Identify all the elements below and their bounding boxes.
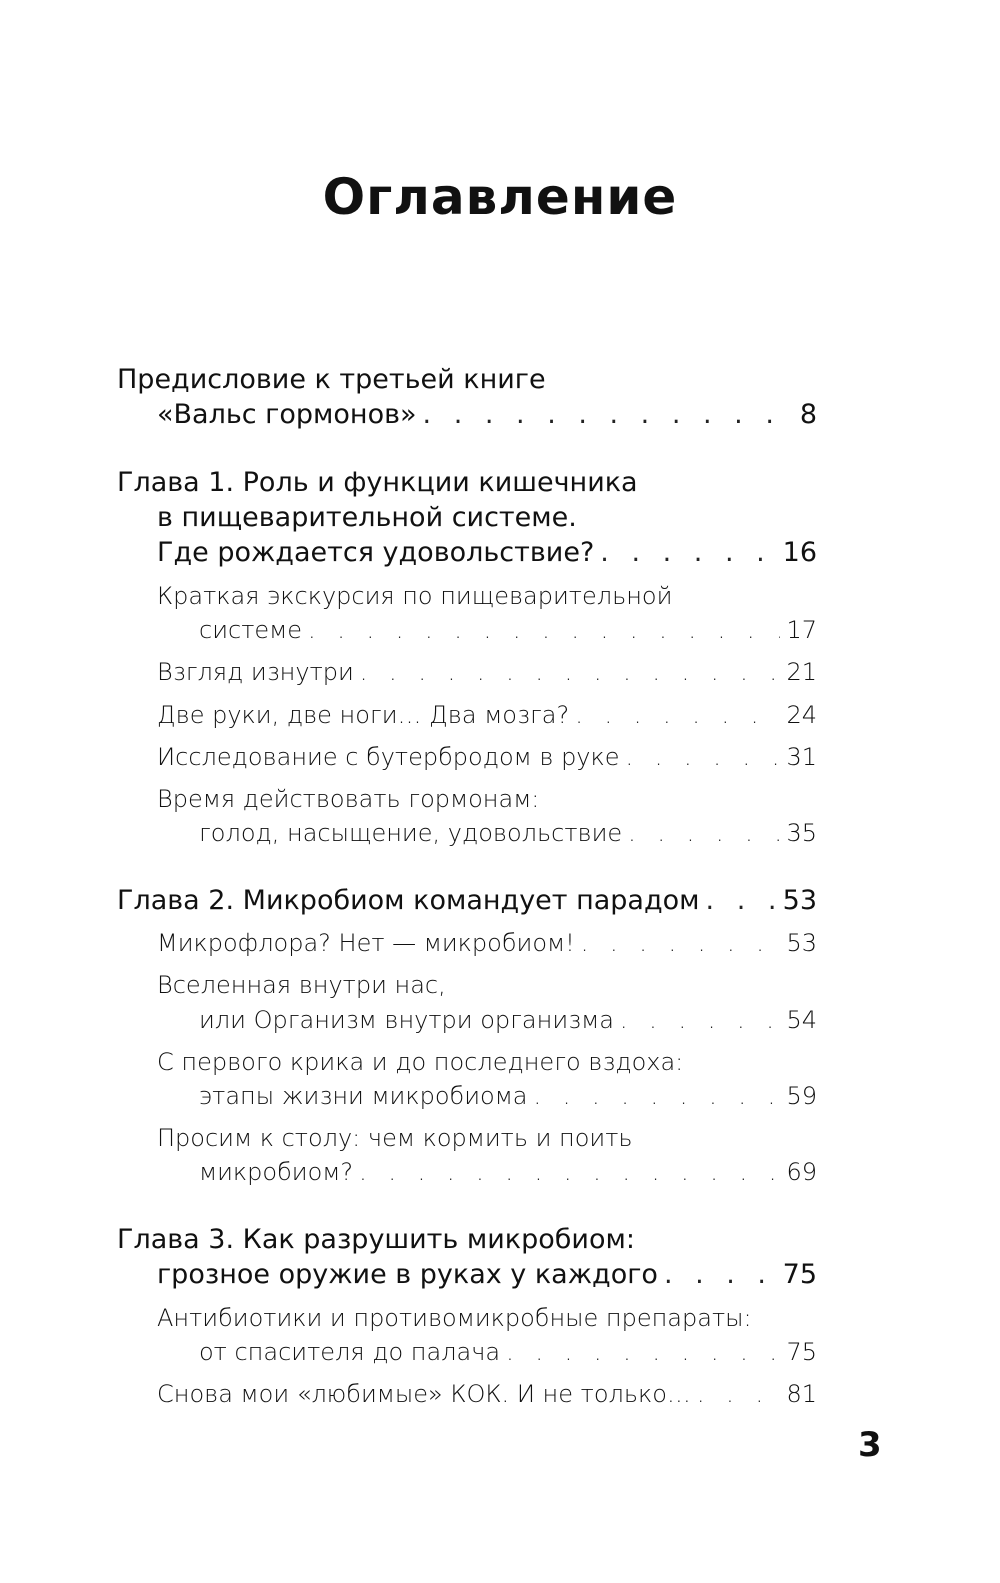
- toc-entry-title: Где рождается удовольствие?: [157, 537, 595, 568]
- leader-dots: [360, 654, 781, 690]
- toc-page-number: 24: [786, 701, 817, 729]
- toc-chapter-1-line2: в пищеварительной системе.: [157, 502, 577, 533]
- toc-page-number: 21: [786, 658, 817, 686]
- toc-chapter-2[interactable]: [117, 883, 817, 919]
- leader-dots: [706, 883, 777, 919]
- toc-section-1-2[interactable]: [157, 654, 817, 690]
- toc-section-3-2[interactable]: [157, 1376, 817, 1412]
- toc-entry-title: от спасителя до палача: [199, 1338, 501, 1366]
- toc-entry-title: Взгляд изнутри: [157, 658, 354, 686]
- toc-entry-title: Исследование с бутербродом в руке: [157, 743, 620, 771]
- toc-chapter-3[interactable]: [157, 1257, 817, 1293]
- toc-entry-title: или Организм внутри организма: [199, 1006, 614, 1034]
- page-number: 3: [858, 1425, 882, 1465]
- toc-page-number: 53: [786, 929, 817, 957]
- toc-page-number: 17: [786, 616, 817, 644]
- toc-entry-title: микробиом?: [199, 1158, 354, 1186]
- toc-section-3-1[interactable]: [199, 1334, 817, 1370]
- toc-section-1-5-line1: Время действовать гормонам:: [157, 785, 540, 813]
- toc-entry-title: этапы жизни микробиома: [199, 1082, 528, 1110]
- leader-dots: [359, 1154, 780, 1190]
- toc-section-2-3-line1: С первого крика и до последнего вздоха:: [157, 1048, 684, 1076]
- leader-dots: [423, 397, 794, 433]
- toc-page-number: 8: [799, 399, 817, 430]
- toc-entry-title: Глава 2. Микробиом командует парадом: [117, 885, 700, 916]
- leader-dots: [506, 1334, 780, 1370]
- toc-page-number: 59: [786, 1082, 817, 1110]
- toc-page-number: 31: [786, 743, 817, 771]
- toc-entry-title: «Вальс гормонов»: [157, 399, 417, 430]
- leader-dots: [697, 1376, 781, 1412]
- toc-section-1-5[interactable]: [199, 815, 817, 851]
- leader-dots: [308, 612, 780, 648]
- page-title: Оглавление: [322, 168, 678, 226]
- toc-section-2-4-line1: Просим к столу: чем кормить и поить: [157, 1124, 633, 1152]
- leader-dots: [628, 815, 780, 851]
- toc-page-number: 75: [786, 1338, 817, 1366]
- toc-page-number: 75: [782, 1259, 817, 1290]
- toc-entry-preface-line1: Предисловие к третьей книге: [117, 364, 546, 395]
- toc-page-number: 53: [782, 885, 817, 916]
- toc-section-1-4[interactable]: [157, 739, 817, 775]
- toc-entry-title: системе: [199, 616, 303, 644]
- toc-section-2-2[interactable]: [199, 1002, 817, 1038]
- toc-entry-title: грозное оружие в руках у каждого: [157, 1259, 658, 1290]
- toc-section-2-3[interactable]: [199, 1078, 817, 1114]
- leader-dots: [575, 697, 780, 733]
- toc-section-1-3[interactable]: [157, 697, 817, 733]
- toc-section-2-2-line1: Вселенная внутри нас,: [157, 971, 446, 999]
- toc-entry-title: Микрофлора? Нет — микробиом!: [157, 929, 575, 957]
- leader-dots: [626, 739, 781, 775]
- toc-section-1-1[interactable]: [199, 612, 817, 648]
- toc-chapter-1-line1: Глава 1. Роль и функции кишечника: [117, 467, 638, 498]
- toc-entry-title: голод, насыщение, удовольствие: [199, 819, 623, 847]
- leader-dots: [581, 925, 781, 961]
- toc-section-1-1-line1: Краткая экскурсия по пищеварительной: [157, 582, 673, 610]
- toc-chapter-1[interactable]: [157, 535, 817, 571]
- toc-chapter-3-line1: Глава 3. Как разрушить микробиом:: [117, 1224, 635, 1255]
- leader-dots: [620, 1002, 781, 1038]
- toc-page-number: 54: [786, 1006, 817, 1034]
- toc-entry-title: Снова мои «любимые» КОК. И не только…: [157, 1380, 691, 1408]
- toc-page-number: 35: [786, 819, 817, 847]
- leader-dots: [600, 535, 776, 571]
- toc-entry-title: Две руки, две ноги… Два мозга?: [157, 701, 570, 729]
- toc-entry-preface[interactable]: [157, 397, 817, 433]
- toc-section-2-1[interactable]: [157, 925, 817, 961]
- toc-section-2-4[interactable]: [199, 1154, 817, 1190]
- leader-dots: [534, 1078, 781, 1114]
- leader-dots: [664, 1257, 777, 1293]
- toc-page-number: 81: [786, 1380, 817, 1408]
- toc-section-3-1-line1: Антибиотики и противомикробные препараты:: [157, 1304, 752, 1332]
- toc-page-number: 16: [782, 537, 817, 568]
- toc-page-number: 69: [786, 1158, 817, 1186]
